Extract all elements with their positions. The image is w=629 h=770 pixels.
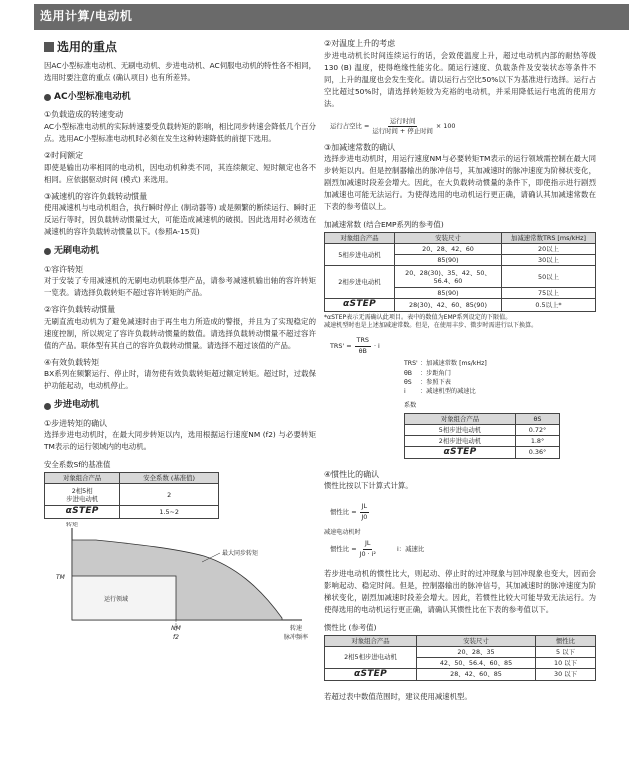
section-title: 选用的重点 xyxy=(44,38,316,56)
st-s1-text: 选择步进电动机时，在最大同步转矩以内，选用根据运行速度NM (f2) 与必要转矩TM表示的运行领域内的电动机。 xyxy=(44,430,316,452)
chart-nm-label: NM xyxy=(171,624,181,632)
chart-curve-label: 最大同步转矩 xyxy=(222,549,259,557)
table-header: 惯性比 xyxy=(536,635,596,646)
table-header: 对象组合产品 xyxy=(325,635,417,646)
circle-bullet-icon xyxy=(44,94,51,101)
table-cell: 2相5相步进电动机 xyxy=(325,646,417,668)
inertia-text-2: 若步进电动机的惯性比大，则起动、停止时的过冲现象与回冲现象也变大，因而会影响起动、稳定时间。但是，控制器输出的脉冲信号，其加减速时的脉冲速度为阶梯状变化，剧烈加减速时段差会增大。因此，若惯性比较大可能导致无法运行。为使得选用的电动机运行更正确，请确认其惯性比在下表的参考值以下。 xyxy=(324,568,596,614)
table-header: 安全系数 (基准值) xyxy=(120,473,219,484)
chart-f2-label: f2 xyxy=(173,633,179,640)
table-cell: 0.5以上* xyxy=(502,299,596,311)
circle-bullet-icon xyxy=(44,248,51,255)
table-cell: 20、28、35 xyxy=(417,646,536,657)
intro-text: 因AC小型标准电动机、无刷电动机、步进电动机、AC伺服电动机的特性各不相同，选用时要注意的重点 (确认项目) 也有所差异。 xyxy=(44,61,316,82)
table-cell: 30 以下 xyxy=(536,668,596,680)
chart-ylabel: 转矩 xyxy=(65,521,79,528)
table-cell: 5相步进电动机 xyxy=(405,424,516,435)
table-cell: 85(90) xyxy=(395,288,502,299)
bl-s3-title: ④有效负载转矩 xyxy=(44,357,100,367)
right-column xyxy=(324,38,596,703)
table-cell: 20、28(30)、35、42、50、56.4、60 xyxy=(395,266,502,288)
accel-text: 选择步进电动机时，用运行速度NM与必要转矩TM表示的运行领域需控制在最大同步转矩以内。但是控制器输出的脉冲信号，其加减速时的脉冲速度为阶梯状变化，剧烈加减速时段差会增大。因此，在大负载转动惯量的条件下，即使指示进行剧烈加减速也可能无法运行。为使得选用的电动机运行更正确，请确认其加减速常数在下表的参考值以上。 xyxy=(324,154,596,212)
table-cell: 28(30)、42、60、85(90) xyxy=(395,299,502,311)
ac-s2-text: 即使是输出功率相同的电动机，因电动机种类不同，其连续额定、短时额定也各不相同。应依据驱动时间 (模式) 来选用。 xyxy=(44,162,316,184)
bl-s1-text: 对于安装了专用减速机的无刷电动机联体型产品，请参考减速机输出轴的容许转矩一览表。请选择负载转矩不超过容许转矩的产品。 xyxy=(44,276,316,298)
table-header: 对象组合产品 xyxy=(325,233,395,244)
table-cell: 1.5~2 xyxy=(120,506,219,518)
chart-speed-label: 转速 xyxy=(290,624,303,632)
ac-s3-text: 使用减速机与电动机组合，执行瞬时停止 (制动器等) 或是频繁的断续运行、瞬时正反运行等时，因负载转动惯量过大，可能造成减速机的破损。因此选用时必须选在减速机的容许负载转动惯量以下。(参照A-15页) xyxy=(44,203,316,237)
table-cell: 30以上 xyxy=(502,255,596,266)
coefficient-table xyxy=(404,413,560,459)
header-title: 选用计算/电动机 xyxy=(40,9,133,23)
bl-s1-title: ①容许转矩 xyxy=(44,264,84,274)
alphastep-logo: αSTEP xyxy=(405,446,516,458)
inertia-footer: 若超过表中数值范围时，建议使用减速机型。 xyxy=(324,691,472,701)
trs-conversion-formula: TRS' = $\frac{\text{TRS}}{\theta B}$ · i xyxy=(330,336,380,355)
table-cell: 0.72° xyxy=(516,424,560,435)
chart-pulse-label: 脉冲频率 xyxy=(284,633,309,640)
table-cell: 28、42、60、85 xyxy=(417,668,536,680)
symbol-definitions: TRS' ：加减速常数 [ms/kHz] θB ：步距角门 θS ：参照下表 i ：减速机型的减速比 xyxy=(404,360,487,396)
table-header: 安装尺寸 xyxy=(395,233,502,244)
ac-motor-heading: AC小型标准电动机 xyxy=(44,91,316,105)
chart-tm-label: TM xyxy=(56,573,65,581)
table-cell: 85(90) xyxy=(395,255,502,266)
chart-region-label: 运行领域 xyxy=(104,595,129,603)
table-cell: 2 xyxy=(120,484,219,506)
alphastep-logo: αSTEP xyxy=(325,668,417,680)
ac-s2-title: ②时间额定 xyxy=(44,151,84,161)
accel-note-1: *αSTEP表示无需确认此项目。表中的数值为EMP系列设定的下限值。 xyxy=(324,313,512,321)
temp-title: ②对温度上升的考虑 xyxy=(324,39,396,48)
circle-bullet-icon xyxy=(44,403,51,410)
square-bullet-icon xyxy=(44,42,54,52)
st-s1-title: ①步进转矩的确认 xyxy=(44,418,108,428)
table-cell: 2相步进电动机 xyxy=(325,266,395,299)
ac-s1-text: AC小型标准电动机的实际转速要受负载转矩的影响，相比同步转速会降低几个百分点。选用AC小型标准电动机时必须在发生这种转速降低的前提下选用。 xyxy=(44,122,316,144)
table-cell: 50以上 xyxy=(502,266,596,288)
accel-title: ③加减速常数的确认 xyxy=(324,142,396,152)
torque-speed-chart xyxy=(44,522,316,640)
table-cell: 20以上 xyxy=(502,244,596,255)
table-cell: 5相步进电动机 xyxy=(325,244,395,266)
table-cell: 75以上 xyxy=(502,288,596,299)
inertia-table xyxy=(324,635,596,681)
bl-s2-title: ②容许负载转动惯量 xyxy=(44,305,116,315)
accel-note-2: 减速机型时也是上述加减速常数。但是，在使用丰步、微步时需进行以下换算。 xyxy=(324,322,538,330)
left-column xyxy=(44,38,316,644)
table-cell: 10 以下 xyxy=(536,657,596,668)
table-cell: 2相5相 步进电动机 xyxy=(45,484,120,506)
safety-table-caption: 安全系数Sf的基准值 xyxy=(44,460,111,470)
ac-s1-title: ①负载造成的转速变动 xyxy=(44,110,124,120)
table-cell: 2相步进电动机 xyxy=(405,435,516,446)
table-cell: 0.36° xyxy=(516,446,560,458)
geared-inertia-formula: 惯性比 = $\frac{JL}{\text{J0 · i²}}$ i：减速比 xyxy=(330,539,425,558)
stepping-heading: 步进电动机 xyxy=(44,399,316,413)
table-cell: 1.8° xyxy=(516,435,560,446)
inertia-title: ④惯性比的确认 xyxy=(324,469,380,479)
inertia-text: 惯性比按以下计算式计算。 xyxy=(324,481,413,491)
table-header: 安装尺寸 xyxy=(417,635,536,646)
duty-formula: 运行占空比 = $\frac{\text{运行时间}}{\text{运行时间 + 停止时间}}$ × 100 xyxy=(330,116,456,136)
header-rule xyxy=(34,29,629,30)
bl-s3-text: BX系列在频繁运行、停止时，请勿使有效负载转矩超过额定转矩。超过时，过载保护功能起动，电动机停止。 xyxy=(44,369,316,391)
page-header xyxy=(34,4,629,29)
table-header: 对象组合产品 xyxy=(45,473,120,484)
coef-title: 系数 xyxy=(404,401,417,409)
table-header: 加减速常数TRS [ms/kHz] xyxy=(502,233,596,244)
table-header: 对象组合产品 xyxy=(405,413,516,424)
bl-s2-text: 无刷直流电动机为了避免减速时由于再生电力所造成的警报，并且为了实现稳定的速度控制，所以规定了容许负载转动惯量的数值。请选择负载转动惯量不超过容许值的产品。联体型有其自己的容许负载转动惯量。请选择不超过该值的产品。 xyxy=(44,316,316,350)
table-cell: 42、50、56.4、60、85 xyxy=(417,657,536,668)
safety-factor-table xyxy=(44,472,219,518)
table-header: θS xyxy=(516,413,560,424)
brushless-heading: 无刷电动机 xyxy=(44,245,316,259)
ac-s3-title: ③减速机的容许负载转动惯量 xyxy=(44,191,148,201)
inertia-table-caption: 惯性比 (参考值) xyxy=(324,622,377,632)
accel-table xyxy=(324,232,596,311)
table-cell: 20、28、42、60 xyxy=(395,244,502,255)
geared-label: 减速电动机时 xyxy=(324,528,361,536)
table-cell: 5 以下 xyxy=(536,646,596,657)
inertia-formula: 惯性比 = $\frac{JL}{J0}$ xyxy=(330,502,368,521)
alphastep-logo: αSTEP xyxy=(45,506,120,518)
alphastep-logo: αSTEP xyxy=(325,299,395,311)
temp-text: 步进电动机长时间连续运行的话，会致使温度上升，超过电动机内部的耐热等级130 (B) 温度，使得绝缘性能劣化。随运行速度、负载条件及安装状态等条件不同，上升的温度也会发生变化。请以运行占空比50%以下为基准进行选择。运行占空比超过50%时，请选择转矩较为充裕的电动机，并采用降低运行电流的使用方法。 xyxy=(324,50,596,108)
accel-table-caption: 加减速常数 (结合EMP系列的参考值) xyxy=(324,220,444,230)
